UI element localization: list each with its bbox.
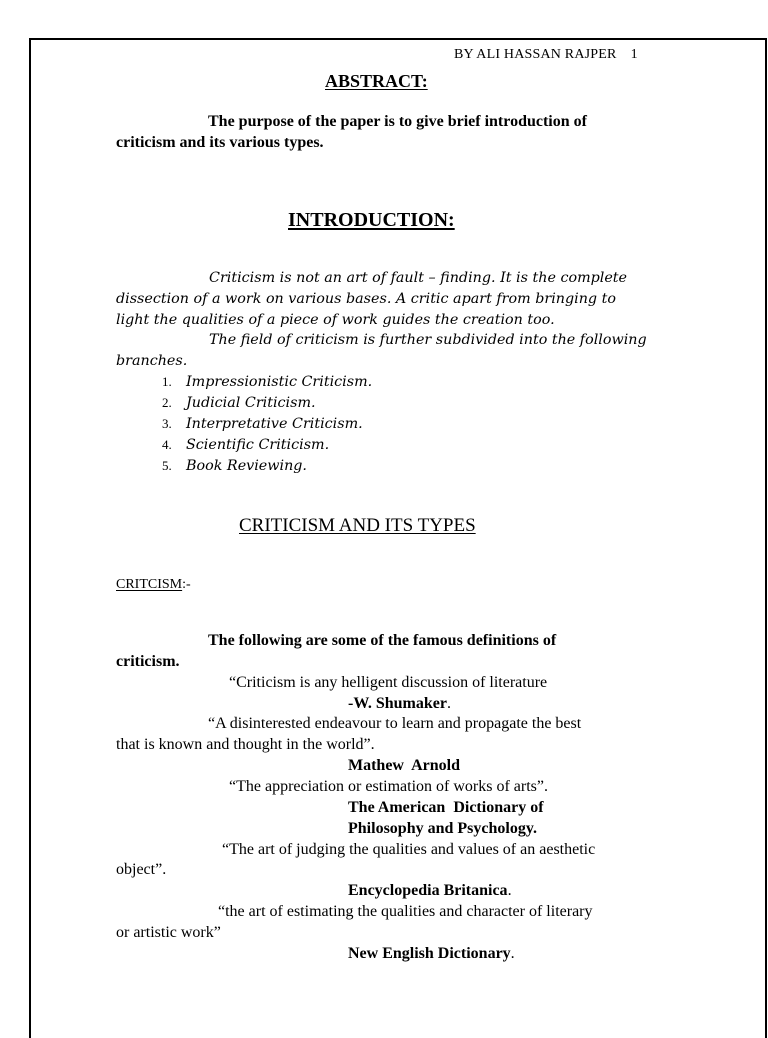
- list-item-label: Judicial Criticism.: [186, 395, 316, 411]
- definitions-intro-line-2: criticism.: [116, 653, 180, 670]
- definition-4-quote-line-2: object”.: [116, 861, 167, 878]
- definition-2-quote-line-1: “A disinterested endeavour to learn and propagate the best: [208, 715, 582, 732]
- definition-4-author-name: Encyclopedia Britanica: [348, 882, 508, 899]
- abstract-line-1: The purpose of the paper is to give brief introduction of: [208, 113, 587, 130]
- definition-5-quote-line-1: “the art of estimating the qualities and character of literary: [218, 903, 593, 920]
- definitions-intro-line-1: The following are some of the famous definitions of: [208, 632, 557, 649]
- list-item-number: 2.: [162, 395, 172, 410]
- definition-4-author: [348, 883, 512, 899]
- definition-5-author: [348, 946, 515, 962]
- definition-1-author: [348, 696, 451, 712]
- definition-3-author-line-1: The American Dictionary of: [348, 799, 544, 816]
- introduction-line-1: Criticism is not an art of fault – finding. It is the complete: [209, 270, 628, 286]
- criticism-subheading-suffix: :-: [182, 577, 191, 592]
- definition-5-author-suffix: .: [510, 945, 515, 962]
- introduction-line-3: light the qualities of a piece of work guides the creation too.: [116, 312, 555, 328]
- header-author: BY ALI HASSAN RAJPER: [454, 47, 617, 62]
- list-item-number: 5.: [162, 458, 172, 473]
- definition-2-quote-line-2: that is known and thought in the world”.: [116, 736, 375, 753]
- definition-1-quote: “Criticism is any helligent discussion of literature: [229, 674, 548, 691]
- abstract-heading: ABSTRACT:: [325, 71, 428, 91]
- criticism-subheading-label: CRITCISM: [116, 577, 183, 592]
- list-item-number: 3.: [162, 416, 172, 431]
- list-item-label: Interpretative Criticism.: [186, 416, 363, 432]
- introduction-line-5: branches.: [116, 353, 188, 369]
- definition-1-author-suffix: .: [446, 695, 451, 712]
- types-section-heading: CRITICISM AND ITS TYPES: [239, 515, 476, 536]
- definition-4-quote-line-1: “The art of judging the qualities and values of an aesthetic: [222, 841, 596, 858]
- criticism-subheading: [116, 578, 191, 592]
- list-item-label: Scientific Criticism.: [186, 437, 330, 453]
- introduction-line-4: The field of criticism is further subdivided into the following: [209, 332, 647, 348]
- definition-3-quote: “The appreciation or estimation of works of arts”.: [229, 778, 548, 795]
- definition-3-author-line-2: Philosophy and Psychology.: [348, 820, 537, 837]
- definition-1-author-name: -W. Shumaker: [348, 695, 447, 712]
- list-item-label: Impressionistic Criticism.: [186, 374, 373, 390]
- list-item-number: 4.: [162, 437, 172, 452]
- abstract-line-2: criticism and its various types.: [116, 134, 324, 151]
- list-item-label: Book Reviewing.: [186, 458, 307, 474]
- running-header: [454, 48, 638, 62]
- definition-4-author-suffix: .: [507, 882, 512, 899]
- definition-2-author: Mathew Arnold: [348, 757, 460, 774]
- introduction-heading: INTRODUCTION:: [288, 209, 455, 231]
- introduction-line-2: dissection of a work on various bases. A critic apart from bringing to: [116, 291, 616, 307]
- definition-5-quote-line-2: or artistic work”: [116, 924, 221, 941]
- header-page-number: 1: [630, 47, 638, 62]
- list-item-number: 1.: [162, 374, 172, 389]
- definition-5-author-name: New English Dictionary: [348, 945, 511, 962]
